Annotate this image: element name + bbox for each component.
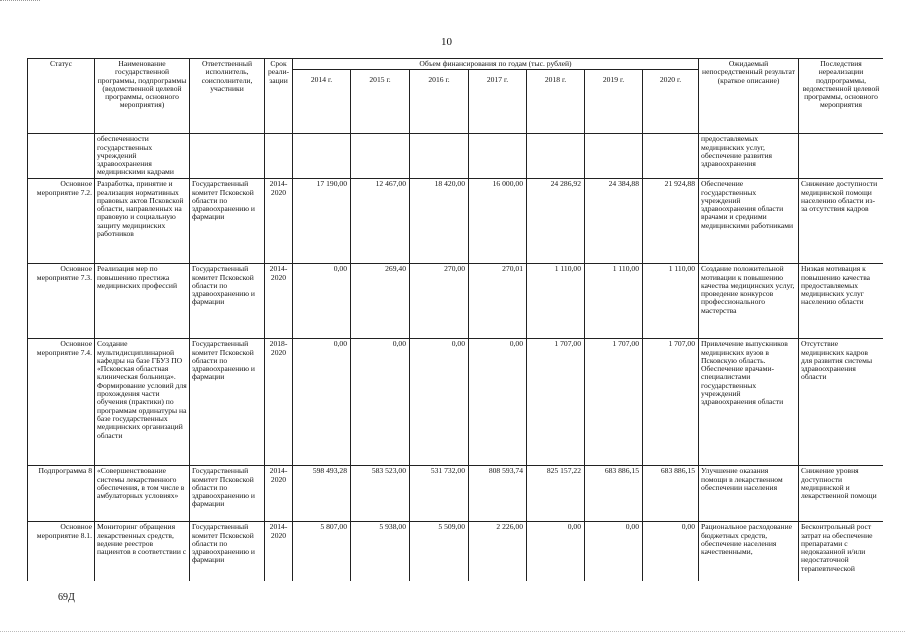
page-number: 10 bbox=[441, 36, 452, 48]
header-consequences: Последствия нереализации подпрограммы, ведомственной целевой программы, основного мероприятия bbox=[799, 59, 883, 134]
header-year-2018: 2018 г. bbox=[527, 70, 585, 134]
cell-status: Основное мероприятие 8.1. bbox=[28, 522, 95, 581]
cell-responsible: Государственный комитет Псковской области по здравоохранению и фармации bbox=[190, 466, 265, 522]
scan-artifact-top bbox=[0, 0, 40, 3]
header-term: Срок реали-зации bbox=[265, 59, 293, 134]
cell-value-2020: 683 886,15 bbox=[643, 466, 699, 522]
cell-value bbox=[351, 134, 410, 179]
cell-result: Рациональное расходование бюджетных средств, обеспечение населения качественными, bbox=[699, 522, 799, 581]
header-year-2020: 2020 г. bbox=[643, 70, 699, 134]
cell-value-2015: 12 467,00 bbox=[351, 179, 410, 264]
cell-value-2020: 1 110,00 bbox=[643, 264, 699, 339]
cell-status: Подпрограмма 8 bbox=[28, 466, 95, 522]
cell-value-2015: 583 523,00 bbox=[351, 466, 410, 522]
cell-result: Создание положительной мотивации к повышению качества медицинских услуг, проведение конкурсов профессионального мастерства bbox=[699, 264, 799, 339]
cell-value bbox=[527, 134, 585, 179]
cell-value bbox=[643, 134, 699, 179]
cell-value-2016: 18 420,00 bbox=[410, 179, 469, 264]
cell-value-2016: 0,00 bbox=[410, 339, 469, 466]
cell-term: 2014-2020 bbox=[265, 466, 293, 522]
cell-value-2017: 270,01 bbox=[469, 264, 527, 339]
cell-status bbox=[28, 134, 95, 179]
cell-value-2020: 0,00 bbox=[643, 522, 699, 581]
cell-status: Основное мероприятие 7.4. bbox=[28, 339, 95, 466]
cell-status: Основное мероприятие 7.2. bbox=[28, 179, 95, 264]
cell-value-2018: 0,00 bbox=[527, 522, 585, 581]
cell-consequences: Бесконтрольный рост затрат на обеспечение препаратами с недоказанной и/или недостаточной терапевтической bbox=[799, 522, 883, 581]
cell-value-2018: 1 110,00 bbox=[527, 264, 585, 339]
cell-responsible bbox=[190, 134, 265, 179]
cell-value-2014: 5 807,00 bbox=[293, 522, 351, 581]
header-year-2014: 2014 г. bbox=[293, 70, 351, 134]
program-table bbox=[27, 58, 883, 581]
cell-value-2014: 17 190,00 bbox=[293, 179, 351, 264]
cell-value bbox=[469, 134, 527, 179]
cell-name: обеспеченности государственных учреждений здравоохранения медицинскими кадрами bbox=[95, 134, 190, 179]
cell-name: «Совершенствование системы лекарственного обеспечения, в том числе в амбулаторных условиях» bbox=[95, 466, 190, 522]
header-year-2015: 2015 г. bbox=[351, 70, 410, 134]
cell-name: Разработка, принятие и реализация нормативных правовых актов Псковской области, направленных на правовую и социальную защиту медицинских работников bbox=[95, 179, 190, 264]
cell-term: 2014-2020 bbox=[265, 522, 293, 581]
table-row bbox=[28, 179, 884, 264]
cell-value bbox=[293, 134, 351, 179]
cell-value-2018: 825 157,22 bbox=[527, 466, 585, 522]
cell-consequences: Снижение доступности медицинской помощи населению области из-за отсутствия кадров bbox=[799, 179, 883, 264]
cell-value-2017: 0,00 bbox=[469, 339, 527, 466]
header-year-2017: 2017 г. bbox=[469, 70, 527, 134]
cell-value-2019: 24 384,88 bbox=[585, 179, 643, 264]
header-financing: Объем финансирования по годам (тыс. рублей) bbox=[293, 59, 699, 70]
cell-responsible: Государственный комитет Псковской области по здравоохранению и фармации bbox=[190, 264, 265, 339]
cell-value-2020: 1 707,00 bbox=[643, 339, 699, 466]
header-name: Наименование государственной программы, подпрограммы (ведомственной целевой программы, основного мероприятия) bbox=[95, 59, 190, 134]
cell-consequences: Снижение уровня доступности медицинской и лекарственной помощи bbox=[799, 466, 883, 522]
cell-value-2018: 1 707,00 bbox=[527, 339, 585, 466]
header-result: Ожидаемый непосредственный результат (краткое описание) bbox=[699, 59, 799, 134]
cell-responsible: Государственный комитет Псковской области по здравоохранению и фармации bbox=[190, 339, 265, 466]
cell-name: Мониторинг обращения лекарственных средств, ведение реестров пациентов в соответствии с bbox=[95, 522, 190, 581]
table-row bbox=[28, 466, 884, 522]
cell-value-2016: 5 509,00 bbox=[410, 522, 469, 581]
cell-value bbox=[410, 134, 469, 179]
table-row bbox=[28, 522, 884, 581]
cell-term bbox=[265, 134, 293, 179]
cell-result: предоставляемых медицинских услуг, обеспечение развития здравоохранения bbox=[699, 134, 799, 179]
program-table-container bbox=[27, 58, 883, 581]
cell-responsible: Государственный комитет Псковской области по здравоохранению и фармации bbox=[190, 179, 265, 264]
cell-value-2018: 24 286,92 bbox=[527, 179, 585, 264]
cell-consequences bbox=[799, 134, 883, 179]
cell-value-2015: 269,40 bbox=[351, 264, 410, 339]
cell-value-2016: 531 732,00 bbox=[410, 466, 469, 522]
cell-value-2014: 0,00 bbox=[293, 339, 351, 466]
cell-result: Привлечение выпускников медицинских вузов в Псковскую область. Обеспечение врачами-специалистами государственных учреждений здравоохранения области bbox=[699, 339, 799, 466]
cell-value-2016: 270,00 bbox=[410, 264, 469, 339]
continuation-row bbox=[28, 134, 884, 179]
cell-value-2017: 2 226,00 bbox=[469, 522, 527, 581]
cell-term: 2018-2020 bbox=[265, 339, 293, 466]
cell-result: Обеспечение государственных учреждений здравоохранения области врачами и средними медицинскими работниками bbox=[699, 179, 799, 264]
cell-value-2020: 21 924,88 bbox=[643, 179, 699, 264]
scan-artifact-bottom bbox=[0, 631, 905, 634]
cell-responsible: Государственный комитет Псковской области по здравоохранению и фармации bbox=[190, 522, 265, 581]
cell-result: Улучшение оказания помощи в лекарственном обеспечении населения bbox=[699, 466, 799, 522]
cell-term: 2014-2020 bbox=[265, 264, 293, 339]
cell-status: Основное мероприятие 7.3. bbox=[28, 264, 95, 339]
footer-code: 69Д bbox=[58, 592, 75, 603]
header-year-2016: 2016 г. bbox=[410, 70, 469, 134]
cell-name: Реализация мер по повышению престижа медицинских профессий bbox=[95, 264, 190, 339]
cell-value-2017: 808 593,74 bbox=[469, 466, 527, 522]
cell-value-2015: 5 938,00 bbox=[351, 522, 410, 581]
header-responsible: Ответственный исполнитель, соисполнители, участники bbox=[190, 59, 265, 134]
cell-term: 2014-2020 bbox=[265, 179, 293, 264]
cell-value-2014: 598 493,28 bbox=[293, 466, 351, 522]
cell-value-2015: 0,00 bbox=[351, 339, 410, 466]
header-status: Статус bbox=[28, 59, 95, 134]
cell-value bbox=[585, 134, 643, 179]
table-row bbox=[28, 339, 884, 466]
cell-value-2017: 16 000,00 bbox=[469, 179, 527, 264]
cell-value-2019: 683 886,15 bbox=[585, 466, 643, 522]
cell-consequences: Отсутствие медицинских кадров для развития системы здравоохранения области bbox=[799, 339, 883, 466]
cell-value-2019: 0,00 bbox=[585, 522, 643, 581]
cell-value-2014: 0,00 bbox=[293, 264, 351, 339]
cell-name: Создание мультидисциплинарной кафедры на базе ГБУЗ ПО «Псковская областная клиническая больница». Формирование условий для прохождения части обучения (практики) по программам ординатуры на базе государственных медицинских организаций области bbox=[95, 339, 190, 466]
cell-value-2019: 1 707,00 bbox=[585, 339, 643, 466]
table-row bbox=[28, 264, 884, 339]
cell-consequences: Низкая мотивация к повышению качества предоставляемых медицинских услуг населению области bbox=[799, 264, 883, 339]
header-year-2019: 2019 г. bbox=[585, 70, 643, 134]
header-row-1 bbox=[28, 59, 884, 70]
cell-value-2019: 1 110,00 bbox=[585, 264, 643, 339]
